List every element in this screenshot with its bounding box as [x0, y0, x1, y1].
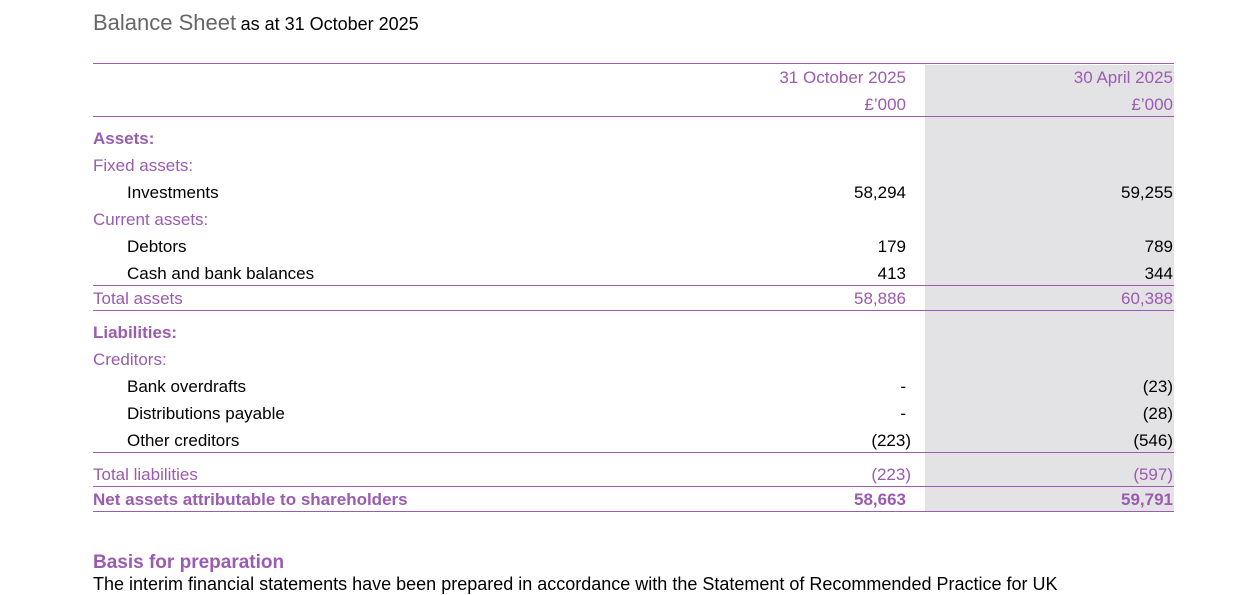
row-value-prior: 789	[1144, 237, 1173, 256]
row-label: Bank overdrafts	[127, 377, 247, 396]
row-value-prior: 344	[1144, 264, 1173, 283]
table-bottom-rule	[93, 511, 1174, 512]
row-value-current: (223)	[871, 431, 911, 450]
column-header-unit-prior: £’000	[1131, 95, 1173, 114]
column-header-date-prior: 30 April 2025	[1073, 68, 1173, 87]
net-assets-prior: 59,791	[1121, 490, 1173, 509]
row-label: Investments	[127, 183, 219, 202]
total-liabilities-current: (223)	[871, 465, 911, 484]
basis-paragraph: The interim financial statements have been prepared in accordance with the Statement of Recommended Practice for UK	[93, 574, 1058, 594]
page-title	[93, 10, 419, 36]
basis-heading: Basis for preparation	[93, 552, 285, 573]
row-value-current: -	[900, 404, 906, 423]
row-value-current: 58,294	[854, 183, 906, 202]
row-value-current: 413	[877, 264, 906, 283]
row-value-prior: 59,255	[1121, 183, 1173, 202]
row-label: Debtors	[127, 237, 187, 256]
current-assets-heading: Current assets:	[93, 210, 209, 229]
total-assets-label: Total assets	[93, 289, 183, 308]
row-value-current: -	[900, 377, 906, 396]
fixed-assets-heading: Fixed assets:	[93, 156, 194, 175]
table-top-rule	[93, 63, 1174, 64]
liabilities-heading: Liabilities:	[93, 323, 178, 342]
column-header-unit-current: £’000	[864, 95, 906, 114]
title-subtitle: as at 31 October 2025	[240, 14, 419, 34]
column-header-date-current: 31 October 2025	[779, 68, 906, 87]
row-value-prior: (28)	[1142, 404, 1173, 423]
row-label: Distributions payable	[127, 404, 285, 423]
title-main: Balance Sheet	[93, 10, 237, 35]
row-label: Cash and bank balances	[127, 264, 315, 283]
net-assets-top-rule	[93, 486, 1174, 487]
row-value-prior: (23)	[1142, 377, 1173, 396]
assets-heading: Assets:	[93, 129, 155, 148]
creditors-heading: Creditors:	[93, 350, 167, 369]
total-liabilities-label: Total liabilities	[93, 465, 198, 484]
total-assets-bottom-rule	[93, 310, 1174, 311]
total-assets-prior: 60,388	[1121, 289, 1173, 308]
net-assets-current: 58,663	[854, 490, 906, 509]
total-assets-current: 58,886	[854, 289, 906, 308]
row-value-current: 179	[877, 237, 906, 256]
net-assets-label: Net assets attributable to shareholders	[93, 490, 408, 509]
total-liabilities-top-rule	[93, 452, 1174, 453]
row-value-prior: (546)	[1133, 431, 1173, 450]
total-liabilities-prior: (597)	[1133, 465, 1173, 484]
total-assets-top-rule	[93, 285, 1174, 286]
header-bottom-rule	[93, 116, 1174, 117]
row-label: Other creditors	[127, 431, 240, 450]
